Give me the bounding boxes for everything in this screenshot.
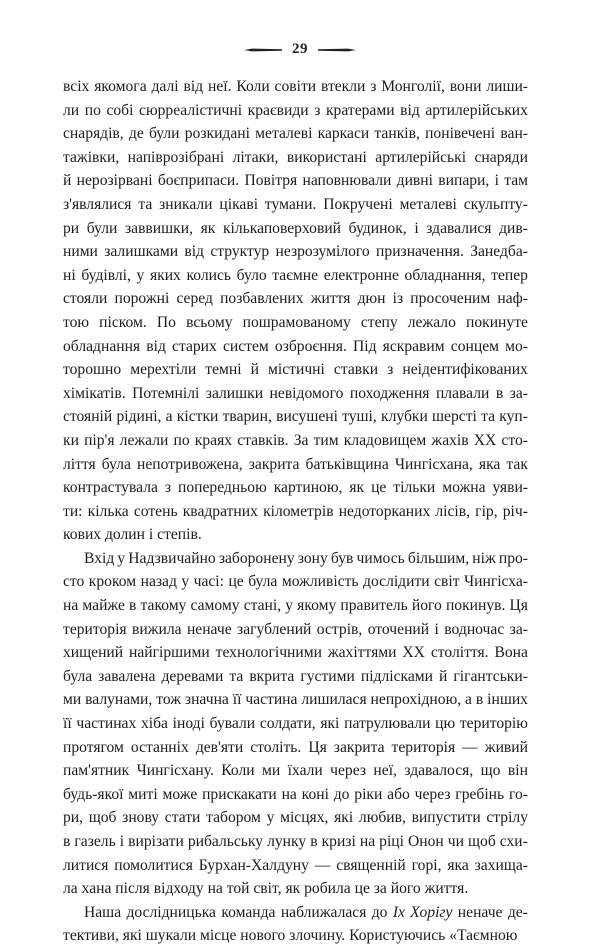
text-line: ла хана після відходу на той світ, як робила це за його життя. [63,880,469,898]
text-line: литися помолитися Бурхан-Халдуну — священній горі, яка захища- [63,856,528,874]
left-ornament-rule [244,48,282,52]
text-line: стояли порожні серед позбавлених життя дюн із просоченим наф- [63,290,528,308]
text-line: була завалена деревами та вкрита густими підлісками й гігантськи- [63,667,528,685]
text-line: тою піском. По всьому пошрамованому степу лежало покинуте [63,313,528,331]
text-line: обладнання від старих систем озброєння. Під яскравим сонцем мо- [63,337,528,355]
text-line: контрастувала з попередньою картиною, як це тільки можна уяви- [63,479,528,497]
text-line: Наша дослідницька команда наближалася до Іх Хорігу неначе де- [84,903,528,921]
text-line: й нерозірвані боєприпаси. Повітря наповнювали дивні випари, і там [63,172,528,190]
text-line: снарядів, де були розкидані металеві каркаси танків, понівечені ван- [63,125,528,143]
text-line: її частинах хіба іноді бували солдати, які патрулювали цю територію [63,715,528,733]
text-line: ліття була непотривожена, закрита батьківщина Чингісхана, яка так [63,455,528,473]
page-number: 29 [292,41,308,57]
text-line: на майже в такому самому стані, у якому правитель його покинув. Ця [63,597,528,615]
text-line: сто кроком назад у часі: це була можливість дослідити світ Чингісха- [63,573,528,591]
text-line: всіх якомога далі від неї. Коли совіти втекли з Монголії, вони лиши- [63,78,528,95]
text-line: кових долин і степів. [63,526,202,544]
text-line: ри, щоб знову стати табором у місцях, які любив, випустити стрілу [63,809,528,827]
text-line: пам'ятник Чингісхану. Коли ми їхали через неї, здавалося, що він [63,762,528,780]
text-line: в газель і вирізати рибальську лунку в кризі на ріці Онон чи щоб схи- [63,833,528,850]
text-line: хімікатів. Потемнілі залишки невідомого походження плавали в за- [63,384,528,402]
text-line: протягом останніх дев'яти століть. Ця закрита територія — живий [63,738,528,756]
paragraph [63,75,528,547]
text-line: ки пір'я лежали по краях ставків. За тим кладовищем жахів XX сто- [63,431,528,449]
text-line: Вхід у Надзвичайно заборонену зону був чимось більшим, ніж про- [84,549,528,567]
text-line: ними залишками від структур незрозумілого призначення. Занедба- [63,243,528,261]
text-line: з'являлися та зникали цікаві тумани. Покручені металеві скульпту- [63,195,528,213]
text-line: стояній рідині, а кістки тварин, висушені туші, клубки шерсті та куп- [63,408,528,426]
text-line: ні будівлі, у яких колись було таємне електронне обладнання, тепер [63,266,528,284]
page-header [0,41,600,58]
text-line: торошно мерехтіли темні й містичні ставки з неідентифікованих [63,361,528,379]
text-line: будь-якої миті може прискакати на коні до ріки або через гребінь го- [63,785,528,803]
right-ornament-rule [318,48,356,52]
paragraph [63,547,528,901]
paragraph [63,901,528,948]
text-line: тажівки, напіврозібрані літаки, використані артилерійські снаряди [63,148,528,166]
text-line: ли по собі сюрреалістичні краєвиди з кратерами від артилерійських [63,101,528,119]
text-line: ри були заввишки, як кількаповерховий будинок, і здавалися див- [63,219,528,237]
text-line: ти: кілька сотень квадратних кілометрів недоторканих лісів, гір, річ- [63,502,528,520]
text-line: ми валунами, тож значна її частина лишилася непрохідною, а в інших [63,691,528,709]
text-line: хищений найгіршими технологічними жахіттями XX століття. Вона [63,644,528,662]
text-line: територія вижила неначе загублений острів, оточений і водночас за- [63,620,528,638]
body-text [63,75,528,948]
text-line: тективи, які шукали місце нового злочину. Користуючись «Таємною [63,927,518,945]
